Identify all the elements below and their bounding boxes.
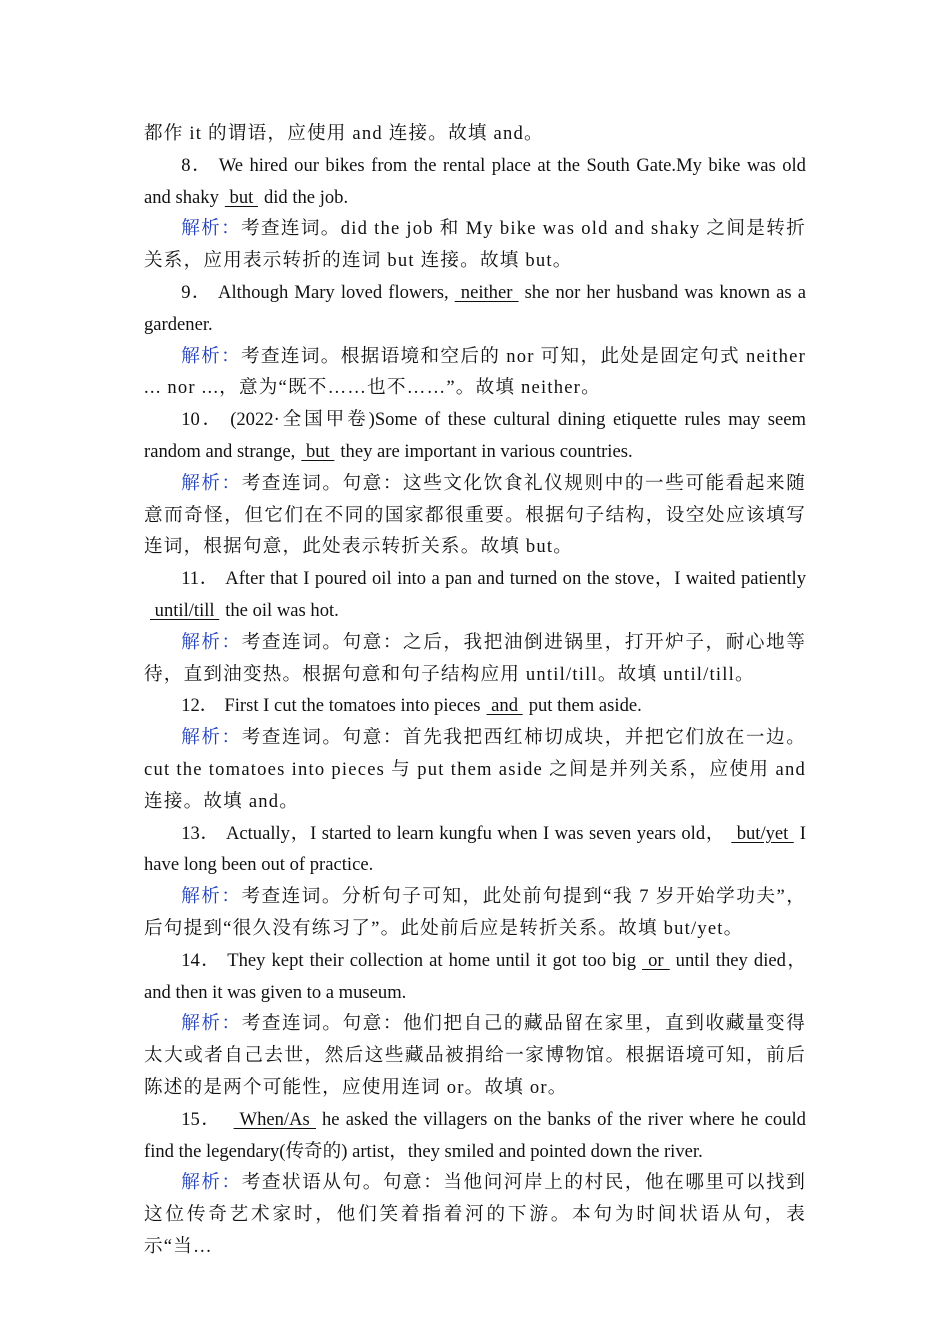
question-text-after: she nor her husband was known as a gardener.	[144, 281, 807, 335]
question-text-before: After that I poured oil into a pan and turned on the stove，I waited patiently	[225, 568, 806, 590]
answer-blank: until/till	[150, 599, 220, 621]
intro-line: 都作 it 的谓语，应使用 and 连接。故填 and。	[144, 123, 544, 144]
analysis-text: 考查连词。句意：这些文化饮食礼仪规则中的一些可能看起来随意而奇怪，但它们在不同的国家都很重要。根据句子结构，设空处应该填写连词，根据句意，此处表示转折关系。故填 but。	[144, 472, 806, 558]
answer-blank: neither	[454, 281, 519, 303]
analysis-label: 解析：	[181, 727, 242, 749]
analysis-12	[144, 722, 806, 817]
question-text-after: he asked the villagers on the banks of the river where he could find the legendary(传奇的) artist，they smiled and pointed down the river.	[144, 1108, 806, 1162]
question-text-before: We hired our bikes from the rental place at the South Gate.My bike was old and shaky	[144, 154, 806, 208]
analysis-13	[144, 881, 806, 945]
analysis-label: 解析：	[181, 218, 242, 240]
question-number: 8．	[181, 154, 213, 176]
question-8	[144, 150, 806, 214]
question-number: 10．	[181, 409, 225, 431]
analysis-label: 解析：	[181, 886, 242, 908]
analysis-text: 考查连词。句意：首先我把西红柿切成块，并把它们放在一边。cut the tomatoes into pieces 与 put them aside 之间是并列关系，应使用 and 连接。故填 and。	[144, 727, 806, 812]
question-9	[144, 277, 806, 341]
question-text-before: Although Mary loved flowers,	[218, 281, 449, 303]
analysis-15	[144, 1167, 806, 1262]
document-body	[144, 118, 806, 1263]
analysis-9	[144, 341, 806, 405]
analysis-label: 解析：	[181, 1172, 242, 1194]
analysis-text: 考查连词。分析句子可知，此处前句提到“我 7 岁开始学功夫”，后句提到“很久没有练习了”。此处前后应是转折关系。故填 but/yet。	[144, 886, 806, 939]
analysis-label: 解析：	[181, 345, 242, 367]
question-15	[144, 1104, 806, 1168]
analysis-text: 考查连词。did the job 和 My bike was old and shaky 之间是转折关系，应用表示转折的连词 but 连接。故填 but。	[144, 218, 806, 272]
question-text-after: put them aside.	[528, 695, 642, 717]
analysis-10	[144, 468, 806, 563]
answer-blank: but	[224, 186, 258, 208]
answer-blank: but/yet	[731, 822, 794, 844]
answer-blank: but	[301, 440, 335, 462]
analysis-8	[144, 213, 806, 277]
question-number: 11．	[181, 568, 220, 590]
analysis-text: 考查状语从句。句意：当他问河岸上的村民，他在哪里可以找到这位传奇艺术家时，他们笑着指着河的下游。本句为时间状语从句，表示“当…	[144, 1172, 806, 1257]
question-number: 15．	[181, 1108, 222, 1130]
answer-blank: or	[642, 949, 670, 971]
question-11	[144, 563, 806, 627]
answer-blank: When/As	[233, 1108, 316, 1130]
question-text-after: until they died，and then it was given to a museum.	[144, 949, 806, 1003]
question-10	[144, 404, 806, 468]
analysis-text: 考查连词。句意：他们把自己的藏品留在家里，直到收藏量变得太大或者自己去世，然后这些藏品被捐给一家博物馆。根据语境可知，前后陈述的是两个可能性，应使用连词 or。故填 or。	[144, 1013, 806, 1098]
question-text-after: I have long been out of practice.	[144, 822, 806, 876]
analysis-label: 解析：	[181, 472, 242, 494]
question-text-before: (2022·全国甲卷)Some of these cultural dining etiquette rules may seem random and strange,	[144, 409, 806, 462]
question-text-before: Actually，I started to learn kungfu when I was seven years old，	[225, 822, 726, 844]
question-number: 14．	[181, 949, 222, 971]
question-number: 13．	[181, 822, 220, 844]
question-13	[144, 818, 806, 882]
question-text-before: They kept their collection at home until it got too big	[227, 949, 637, 971]
answer-blank: and	[486, 695, 523, 717]
question-12	[144, 690, 806, 722]
analysis-11	[144, 627, 806, 691]
question-text-before: First I cut the tomatoes into pieces	[224, 695, 481, 717]
analysis-label: 解析：	[181, 1013, 242, 1035]
question-14	[144, 945, 806, 1009]
analysis-14	[144, 1008, 806, 1103]
analysis-label: 解析：	[181, 631, 242, 653]
question-number: 12．	[181, 695, 219, 717]
question-text-after: did the job.	[263, 186, 349, 208]
question-text-after: the oil was hot.	[225, 599, 339, 621]
analysis-text: 考查连词。句意：之后，我把油倒进锅里，打开炉子，耐心地等待，直到油变热。根据句意和句子结构应用 until/till。故填 until/till。	[144, 631, 806, 685]
question-number: 9．	[181, 281, 213, 303]
analysis-text: 考查连词。根据语境和空后的 nor 可知，此处是固定句式 neither ... nor ...，意为“既不……也不……”。故填 neither。	[144, 345, 806, 399]
question-text-after: they are important in various countries.	[340, 440, 633, 462]
